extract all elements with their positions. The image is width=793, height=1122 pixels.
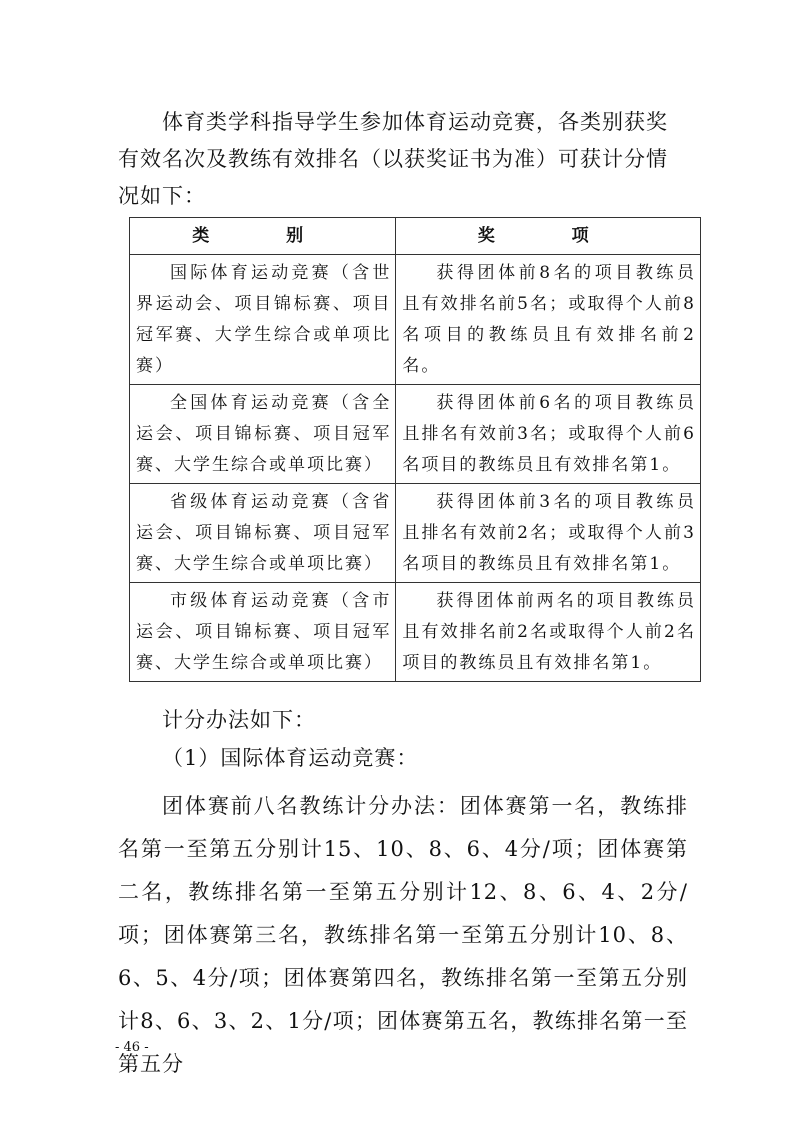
award-text: 获得团体前3名的项目教练员且排名有效前2名；或取得个人前3名项目的教练员且有效排名第1。 — [402, 492, 696, 574]
table-row — [130, 484, 701, 583]
category-cell — [130, 484, 396, 583]
award-cell — [396, 484, 701, 583]
table-header-row — [130, 218, 701, 255]
table-row — [130, 255, 701, 385]
award-text: 获得团体前6名的项目教练员且排名有效前3名；或取得个人前6名项目的教练员且有效排名第1。 — [402, 393, 696, 475]
header-category: 类 别 — [130, 218, 396, 255]
category-text: 全国体育运动竞赛（含全运会、项目锦标赛、项目冠军赛、大学生综合或单项比赛） — [136, 393, 392, 475]
header-award: 奖 项 — [396, 218, 701, 255]
category-text: 国际体育运动竞赛（含世界运动会、项目锦标赛、项目冠军赛、大学生综合或单项比赛） — [136, 263, 392, 376]
section-subtitle: （1）国际体育运动竞赛： — [162, 746, 419, 770]
page-number: - 46 - — [115, 1040, 149, 1055]
category-cell — [130, 583, 396, 682]
award-text: 获得团体前两名的项目教练员且有效排名前2名或取得个人前2名项目的教练员且有效排名第1。 — [402, 591, 696, 673]
table-row — [130, 583, 701, 682]
award-cell — [396, 385, 701, 484]
category-text: 省级体育运动竞赛（含省运会、项目锦标赛、项目冠军赛、大学生综合或单项比赛） — [136, 492, 392, 574]
method-title: 计分办法如下： — [162, 708, 316, 732]
award-cell — [396, 255, 701, 385]
category-cell — [130, 255, 396, 385]
category-text: 市级体育运动竞赛（含市运会、项目锦标赛、项目冠军赛、大学生综合或单项比赛） — [136, 591, 392, 673]
category-cell — [130, 385, 396, 484]
award-cell — [396, 583, 701, 682]
intro-paragraph: 体育类学科指导学生参加体育运动竞赛，各类别获奖有效名次及教练有效排名（以获奖证书为准）可获计分情况如下： — [118, 110, 668, 208]
award-table — [129, 217, 701, 682]
method-body-paragraph: 团体赛前八名教练计分办法：团体赛第一名，教练排名第一至第五分别计15、10、8、6、4分/项；团体赛第二名，教练排名第一至第五分别计12、8、6、4、2分/项；团体赛第三名，教练排名第一至第五分别计10、8、6、5、4分/项；团体赛第四名，教练排名第一至第五分别计8、6、3、2、1分/项；团体赛第五名，教练排名第一至第五分 — [118, 794, 688, 1076]
table-row — [130, 385, 701, 484]
award-text: 获得团体前8名的项目教练员且有效排名前5名；或取得个人前8名项目的教练员且有效排名前2名。 — [402, 263, 696, 376]
